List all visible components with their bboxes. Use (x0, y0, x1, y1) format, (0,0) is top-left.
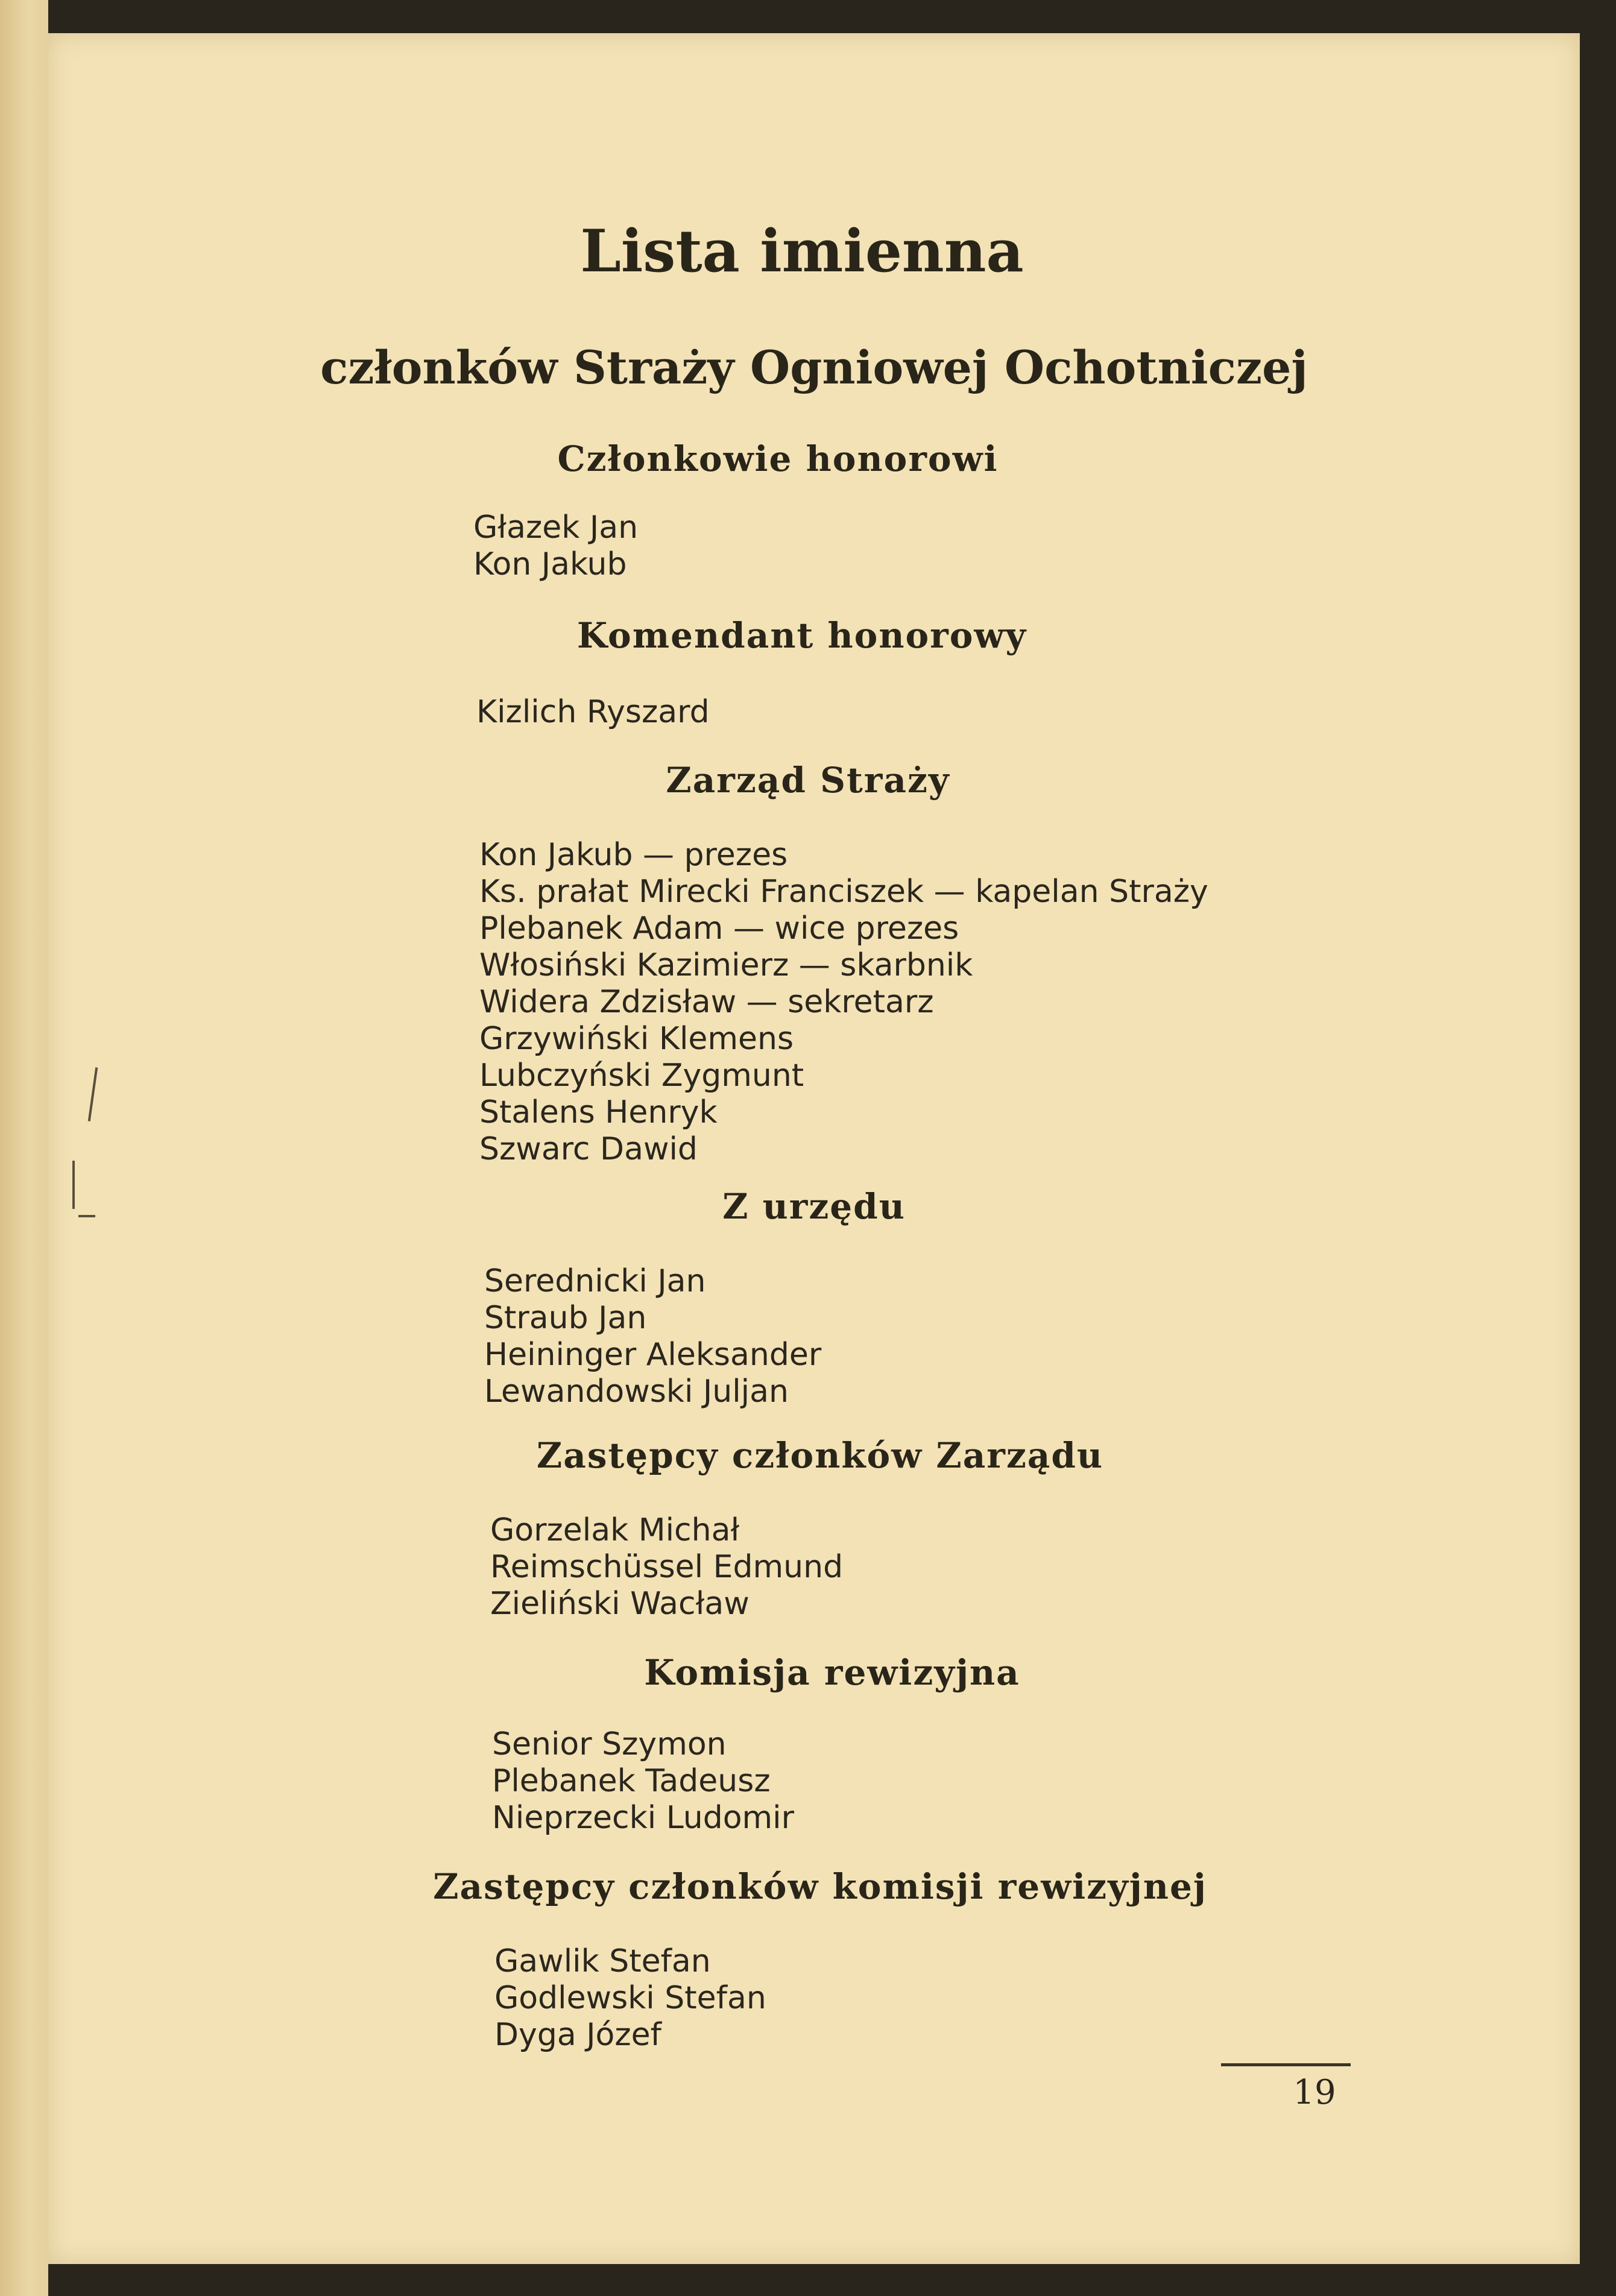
list-item: Grzywiński Klemens (479, 1021, 794, 1057)
list-item: Kon Jakub (473, 546, 627, 582)
list-item: Kon Jakub — prezes (479, 837, 788, 873)
list-item: Głazek Jan (473, 509, 639, 546)
section-list-board (479, 837, 1208, 1168)
section-list-ex-officio (484, 1263, 821, 1410)
section-list-honorary-members (473, 509, 638, 583)
list-item: Gawlik Stefan (494, 1943, 711, 1979)
section-heading-audit-deputies: Zastępcy członków komisji rewizyjnej (433, 1866, 1207, 1907)
list-item: Stalens Henryk (479, 1094, 718, 1131)
section-list-board-deputies (490, 1512, 843, 1623)
page-content (48, 33, 1580, 2264)
list-item: Szwarc Dawid (479, 1131, 698, 1167)
list-item: Plebanek Adam — wice prezes (479, 910, 959, 947)
section-heading-honorary-members: Członkowie honorowi (557, 438, 999, 479)
list-item: Nieprzecki Ludomir (492, 1800, 795, 1836)
section-list-audit-deputies (494, 1943, 766, 2054)
binding-gutter (0, 0, 48, 2296)
section-list-audit-committee (492, 1726, 794, 1837)
list-item: Reimschüssel Edmund (490, 1549, 844, 1585)
section-list-honorary-commander (476, 694, 710, 731)
scan-mark (78, 1215, 95, 1217)
page-number-rule (1221, 2063, 1351, 2066)
list-item: Widera Zdzisław — sekretarz (479, 984, 934, 1020)
list-item: Serednicki Jan (484, 1263, 706, 1299)
section-heading-audit-committee: Komisja rewizyjna (644, 1652, 1020, 1693)
list-item: Senior Szymon (492, 1726, 727, 1762)
scan-mark (88, 1067, 98, 1121)
document-page (48, 33, 1580, 2264)
list-item: Kizlich Ryszard (476, 694, 710, 730)
list-item: Godlewski Stefan (494, 1980, 766, 2016)
list-item: Włosiński Kazimierz — skarbnik (479, 947, 973, 983)
document-subtitle: członków Straży Ogniowej Ochotniczej (320, 341, 1308, 394)
list-item: Lubczyński Zygmunt (479, 1058, 804, 1094)
list-item: Straub Jan (484, 1300, 647, 1336)
section-heading-board-deputies: Zastępcy członków Zarządu (536, 1435, 1104, 1476)
section-heading-board: Zarząd Straży (666, 760, 950, 801)
scan-mark (72, 1161, 75, 1209)
list-item: Dyga Józef (494, 2017, 661, 2053)
list-item: Zieliński Wacław (490, 1586, 750, 1622)
section-heading-ex-officio: Z urzędu (722, 1186, 906, 1227)
document-title: Lista imienna (580, 217, 1024, 285)
list-item: Lewandowski Juljan (484, 1374, 789, 1410)
list-item: Gorzelak Michał (490, 1512, 740, 1548)
page-number: 19 (1293, 2073, 1336, 2112)
section-heading-honorary-commander: Komendant honorowy (576, 615, 1027, 656)
list-item: Plebanek Tadeusz (492, 1763, 771, 1799)
list-item: Heininger Aleksander (484, 1337, 822, 1373)
list-item: Ks. prałat Mirecki Franciszek — kapelan Straży (479, 874, 1208, 910)
